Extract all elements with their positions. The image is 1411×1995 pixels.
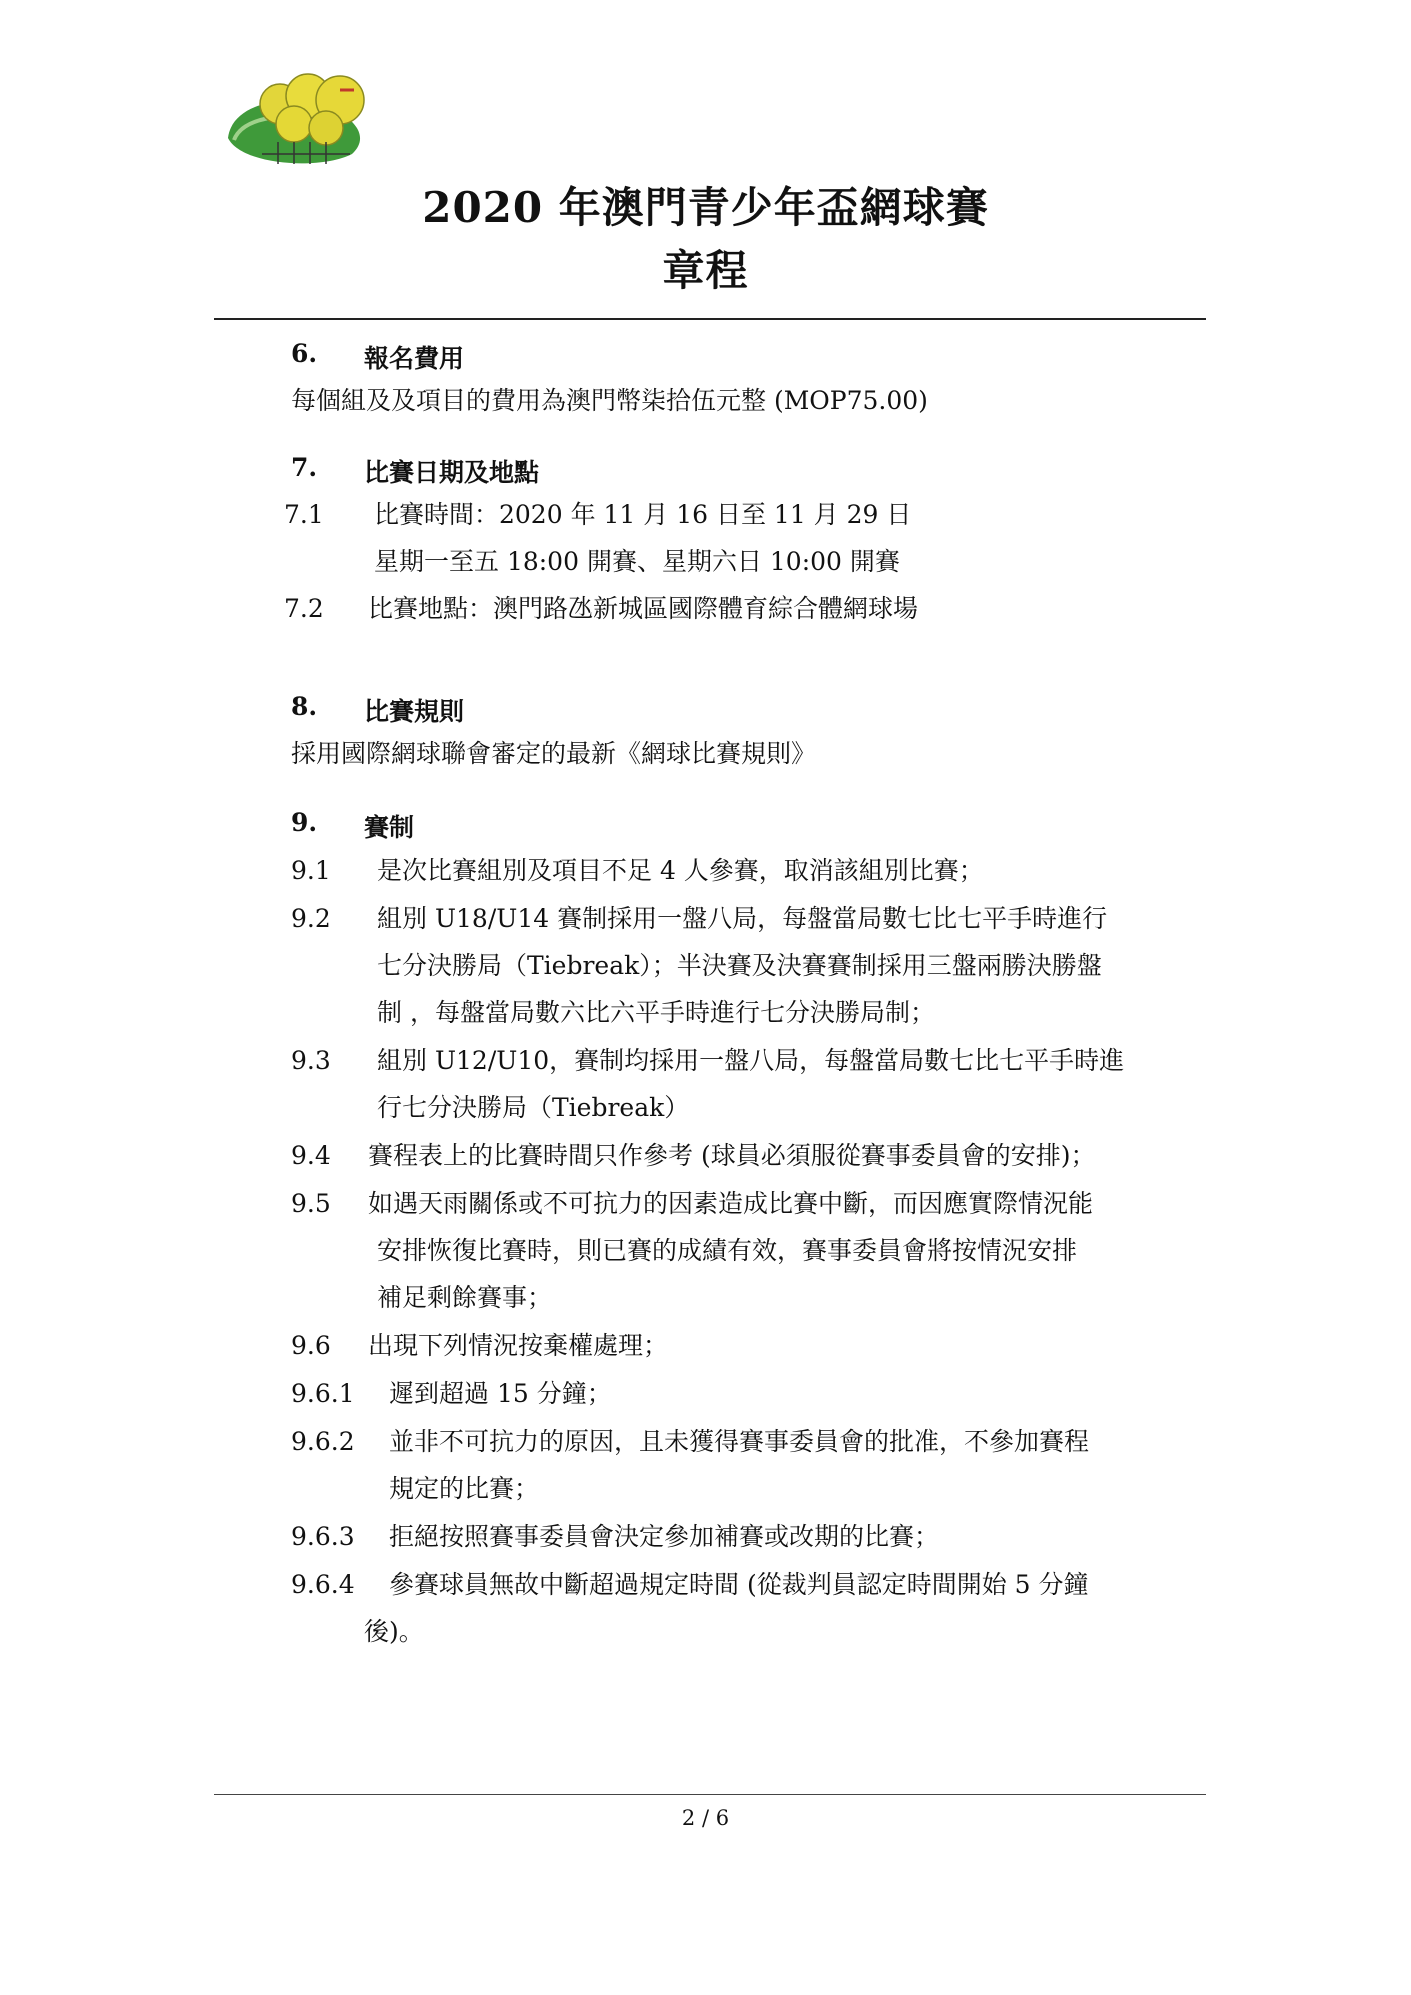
- footer-divider: [214, 1794, 1206, 1795]
- item-9-3-number: 9.3: [291, 1046, 331, 1075]
- section-8-title: 比賽規則: [364, 697, 465, 726]
- item-9-2-line-3: 制 ，每盤當局數六比六平手時進行七分決勝局制；: [377, 998, 935, 1027]
- section-9-number: 9.: [291, 808, 318, 837]
- item-9-3-line-2: 行七分決勝局（Tiebreak）: [377, 1093, 690, 1122]
- item-9-2-line-1: 組別 U18/U14 賽制採用一盤八局，每盤當局數七比七平手時進行: [377, 904, 1108, 933]
- item-9-2-line-2: 七分決勝局（Tiebreak）；半決賽及決賽賽制採用三盤兩勝決勝盤: [377, 951, 1102, 980]
- item-9-2-number: 9.2: [291, 904, 331, 933]
- section-8-body: 採用國際網球聯會審定的最新《網球比賽規則》: [291, 739, 817, 768]
- item-9-3-line-1: 組別 U12/U10，賽制均採用一盤八局，每盤當局數七比七平手時進: [377, 1046, 1125, 1075]
- header-divider: [214, 318, 1206, 320]
- item-9-4-line-1: 賽程表上的比賽時間只作參考 (球員必須服從賽事委員會的安排)；: [368, 1141, 1096, 1170]
- item-9-5-number: 9.5: [291, 1189, 331, 1218]
- item-9-6-3-line-1: 拒絕按照賽事委員會決定參加補賽或改期的比賽；: [389, 1522, 940, 1551]
- item-9-6-number: 9.6: [291, 1331, 331, 1360]
- item-9-1-number: 9.1: [291, 856, 331, 885]
- item-9-4-number: 9.4: [291, 1141, 331, 1170]
- item-9-6-4-line-1: 參賽球員無故中斷超過規定時間 (從裁判員認定時間開始 5 分鐘: [389, 1570, 1089, 1599]
- page-number: 2 / 6: [681, 1806, 730, 1830]
- item-9-6-4-line-2: 後)。: [364, 1617, 424, 1646]
- item-9-6-1-line-1: 遲到超過 15 分鐘；: [389, 1379, 612, 1408]
- item-9-5-line-1: 如遇天雨關係或不可抗力的因素造成比賽中斷，而因應實際情況能: [368, 1189, 1094, 1218]
- item-9-6-2-line-2: 規定的比賽；: [389, 1474, 540, 1503]
- item-9-6-2-line-1: 並非不可抗力的原因，且未獲得賽事委員會的批准，不參加賽程: [389, 1427, 1090, 1456]
- item-7-2-line-1: 比賽地點：澳門路氹新城區國際體育綜合體網球場: [368, 594, 919, 623]
- section-6-body: 每個組及及項目的費用為澳門幣柒拾伍元整 (MOP75.00): [291, 386, 928, 415]
- item-9-6-4-number: 9.6.4: [291, 1570, 355, 1599]
- item-7-1-line-2: 星期一至五 18:00 開賽、星期六日 10:00 開賽: [374, 547, 900, 576]
- item-9-6-line-1: 出現下列情況按棄權處理；: [368, 1331, 669, 1360]
- item-7-2-number: 7.2: [284, 594, 324, 623]
- section-7-number: 7.: [291, 453, 318, 482]
- item-9-1-line-1: 是次比賽組別及項目不足 4 人參賽，取消該組別比賽；: [377, 856, 984, 885]
- section-8-number: 8.: [291, 692, 318, 721]
- association-logo: [222, 66, 382, 166]
- section-7-title: 比賽日期及地點: [364, 458, 540, 487]
- section-6-number: 6.: [291, 339, 318, 368]
- item-9-5-line-3: 補足剩餘賽事；: [377, 1283, 553, 1312]
- document-subtitle: 章程: [662, 246, 749, 295]
- item-9-6-3-number: 9.6.3: [291, 1522, 355, 1551]
- section-9-title: 賽制: [364, 813, 415, 842]
- item-7-1-number: 7.1: [284, 500, 324, 529]
- item-9-6-1-number: 9.6.1: [291, 1379, 355, 1408]
- item-9-6-2-number: 9.6.2: [291, 1427, 355, 1456]
- item-9-5-line-2: 安排恢復比賽時，則已賽的成績有效，賽事委員會將按情況安排: [377, 1236, 1078, 1265]
- section-6-title: 報名費用: [364, 344, 465, 373]
- tennis-ball-logo-icon: [222, 66, 382, 166]
- item-7-1-line-1: 比賽時間：2020 年 11 月 16 日至 11 月 29 日: [374, 500, 912, 529]
- document-title: 2020 年澳門青少年盃網球賽: [422, 183, 989, 232]
